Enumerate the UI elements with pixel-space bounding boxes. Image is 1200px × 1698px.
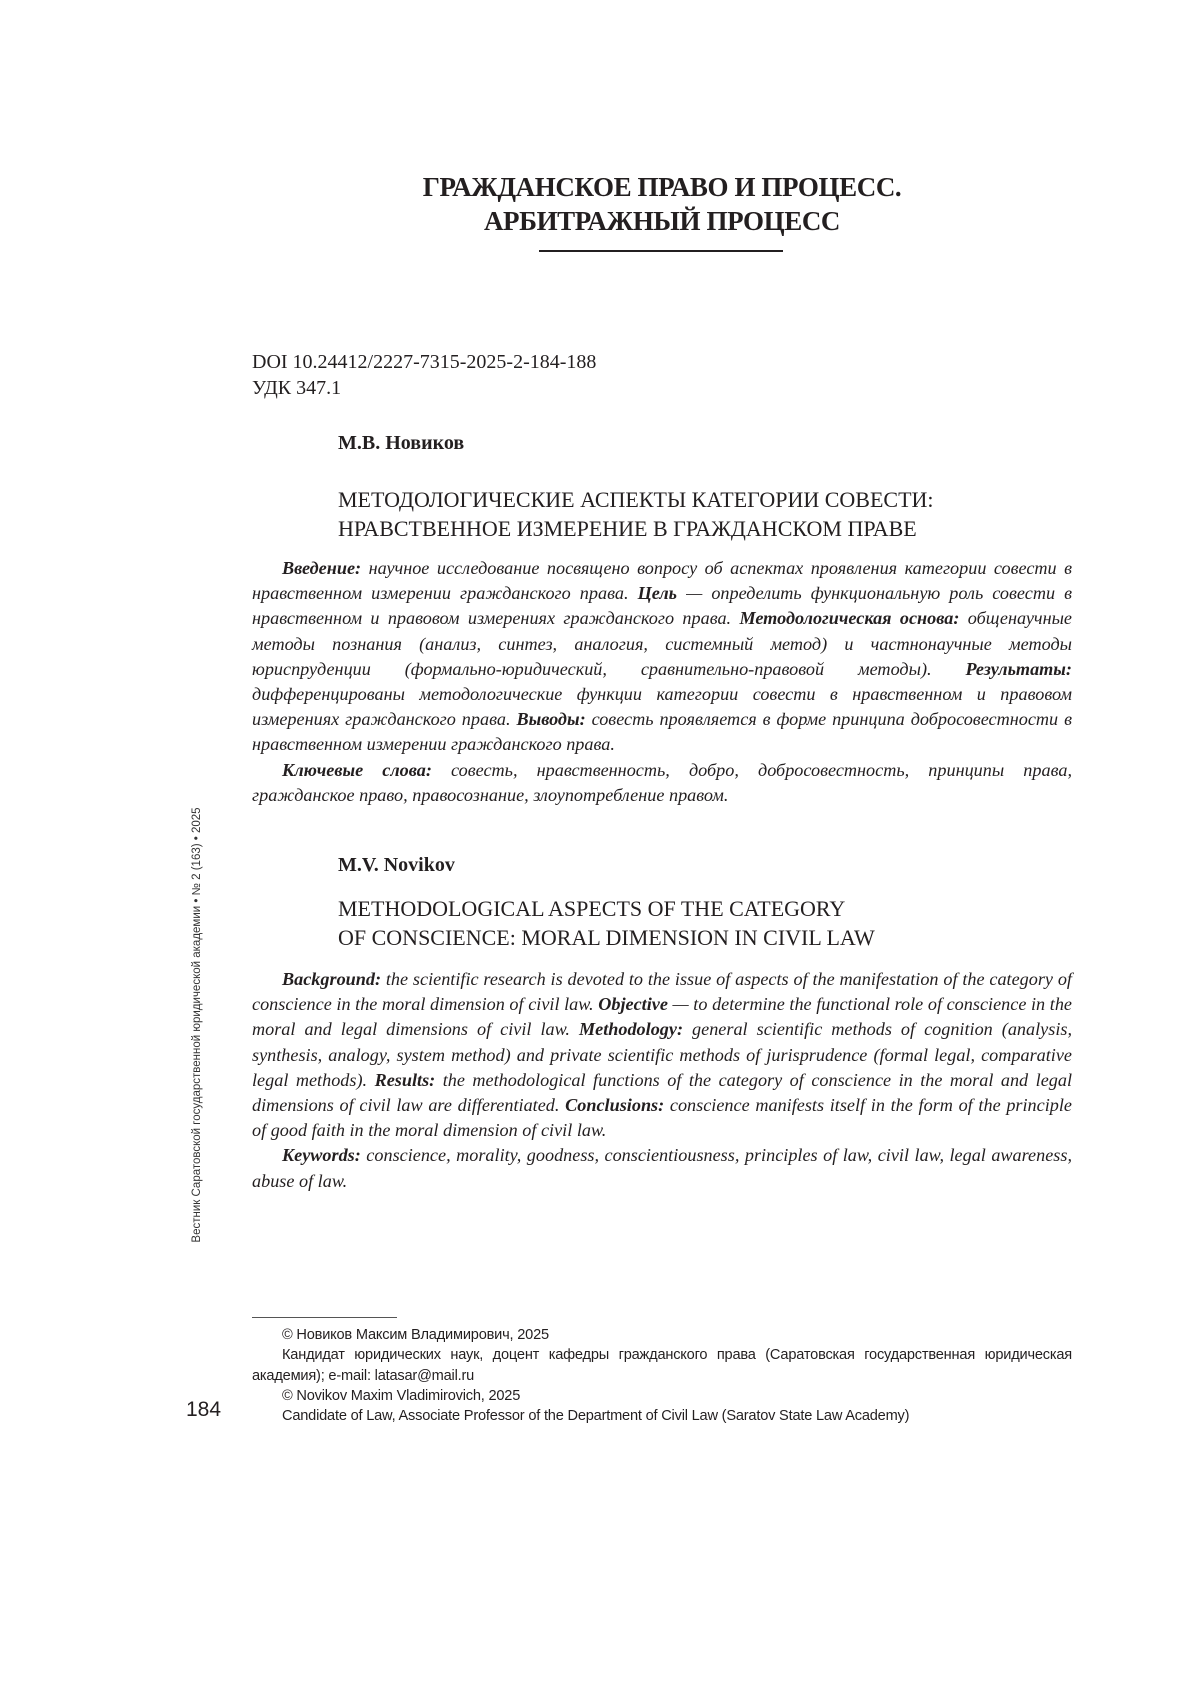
author-footnotes xyxy=(252,1325,1072,1426)
section-divider xyxy=(539,250,783,252)
label: Methodology: xyxy=(578,1019,684,1040)
footnote-copyright-ru: © Новиков Максим Владимирович, 2025 xyxy=(282,1327,549,1343)
label: Conclusions: xyxy=(565,1095,665,1116)
footnote-copyright-en: © Novikov Maxim Vladimirovich, 2025 xyxy=(282,1387,521,1404)
label: Цель xyxy=(637,583,677,604)
title-en-line1: METHODOLOGICAL ASPECTS OF THE CATEGORY xyxy=(338,896,846,921)
label: Results: xyxy=(374,1069,436,1090)
footnote-affiliation-en: Candidate of Law, Associate Professor of the Department of Civil Law (Saratov State Law Academy) xyxy=(282,1408,910,1425)
text: — to determine the functional role of conscience in the moral and legal dimensions of civil law. xyxy=(252,994,1072,1040)
article-title-ru xyxy=(338,485,1078,543)
label: Objective xyxy=(598,994,668,1015)
label: Методологическая основа: xyxy=(739,608,960,629)
footnote-affiliation-ru: Кандидат юридических наук, доцент кафедры гражданского права (Саратовская государственная юридическая академия); e-mail: latasar@mail.ru xyxy=(252,1347,1072,1384)
keywords-ru xyxy=(252,758,1072,808)
page-number: 184 xyxy=(186,1398,222,1421)
label: Введение: xyxy=(282,558,362,578)
keywords-label: Keywords: xyxy=(282,1145,361,1166)
label: Выводы: xyxy=(516,709,586,730)
author-ru: М.В. Новиков xyxy=(338,432,465,454)
section-heading-line2: АРБИТРАЖНЫЙ ПРОЦЕСС xyxy=(483,206,841,236)
author-en: M.V. Novikov xyxy=(338,854,455,876)
title-en-line2: OF CONSCIENCE: MORAL DIMENSION IN CIVIL LAW xyxy=(338,925,875,950)
article-identifiers xyxy=(252,349,596,401)
keywords-en xyxy=(252,1143,1072,1193)
keywords-text: conscience, morality, goodness, conscientiousness, principles of law, civil law, legal awareness, abuse of law. xyxy=(252,1145,1072,1191)
text: conscience manifests itself in the form of the principle of good faith in the moral dimension of civil law. xyxy=(252,1095,1072,1141)
title-ru-line1: МЕТОДОЛОГИЧЕСКИЕ АСПЕКТЫ КАТЕГОРИИ СОВЕСТИ: xyxy=(338,487,934,512)
text: совесть проявляется в форме принципа добросовестности в нравственном измерении гражданского права. xyxy=(252,709,1072,755)
title-ru-line2: НРАВСТВЕННОЕ ИЗМЕРЕНИЕ В ГРАЖДАНСКОМ ПРАВЕ xyxy=(338,516,917,541)
keywords-label: Ключевые слова: xyxy=(282,759,432,780)
label: Background: xyxy=(282,969,382,989)
udk: УДК 347.1 xyxy=(252,377,342,399)
section-heading-line1: ГРАЖДАНСКОЕ ПРАВО И ПРОЦЕСС. xyxy=(422,172,902,202)
abstract-en xyxy=(252,967,1072,1194)
article-title-en xyxy=(338,894,1078,952)
text: the methodological functions of the category of conscience in the moral and legal dimensions of civil law are differentiated. xyxy=(252,1069,1073,1116)
text: — определить функциональную роль совести в нравственном и правовом измерениях гражданского права. xyxy=(252,583,1073,629)
section-heading xyxy=(252,170,1072,238)
label: Результаты: xyxy=(965,658,1072,679)
abstract-en-body xyxy=(252,967,1072,1143)
abstract-ru xyxy=(252,556,1072,808)
footnote-divider xyxy=(252,1317,397,1318)
keywords-text: совесть, нравственность, добро, добросовестность, принципы права, гражданское право, правосознание, злоупотребление правом. xyxy=(252,759,1072,805)
doi: DOI 10.24412/2227-7315-2025-2-184-188 xyxy=(252,351,597,373)
text: general scientific methods of cognition (analysis, synthesis, analogy, system method) and private scientific methods of jurisprudence (formal legal, comparative legal methods). xyxy=(252,1019,1072,1090)
text: общенаучные методы познания (анализ, синтез, аналогия, системный метод) и частнонаучные методы юриспруденции (формально-юридический, сравнительно-правовой методы). xyxy=(252,608,1073,679)
journal-running-head: Вестник Саратовской государственной юридической академии • № 2 (163) • 2025 xyxy=(191,807,203,1243)
abstract-ru-body xyxy=(252,556,1072,758)
text: научное исследование посвящено вопросу об аспектах проявления категории совести в нравственном измерении гражданского права. xyxy=(252,558,1072,604)
text: дифференцированы методологические функции категории совести в нравственном и правовом измерениях гражданского права. xyxy=(252,684,1072,730)
text: the scientific research is devoted to the issue of aspects of the manifestation of the category of conscience in the moral dimension of civil law. xyxy=(252,969,1072,1015)
